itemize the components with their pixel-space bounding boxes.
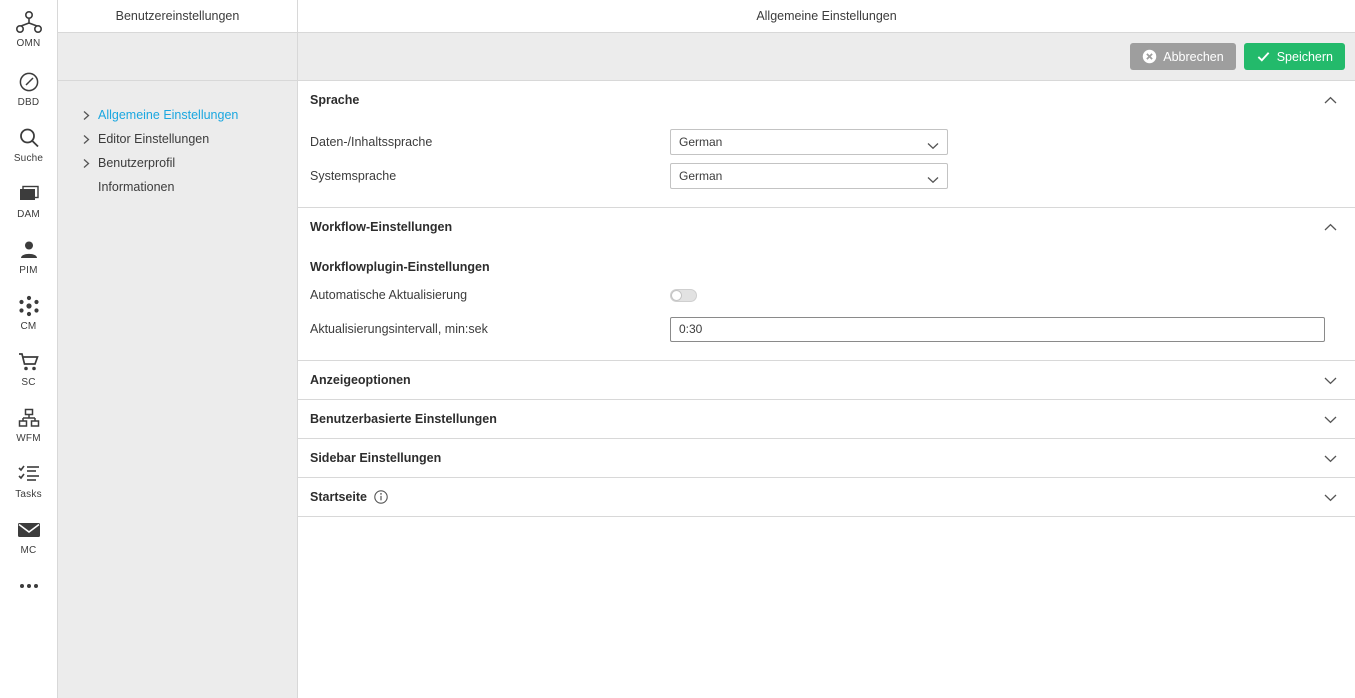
cancel-button[interactable] <box>1130 43 1235 70</box>
subsection-title-workflowplugin: Workflowplugin-Einstellungen <box>310 260 490 274</box>
rail-item-dbd[interactable] <box>0 60 58 116</box>
action-bar-left-spacer <box>58 33 298 80</box>
cm-nodes-icon <box>18 293 40 319</box>
dashboard-icon <box>18 69 40 95</box>
section-startseite <box>298 478 1355 517</box>
chevron-down-icon[interactable] <box>1324 493 1337 502</box>
rail-label-pim: PIM <box>19 265 38 276</box>
sidebar-item-label: Informationen <box>98 180 175 194</box>
section-header-sprache[interactable] <box>298 81 1355 119</box>
section-title: Benutzerbasierte Einstellungen <box>310 412 497 426</box>
rail-label-mc: MC <box>20 545 37 556</box>
content-language-select[interactable] <box>670 129 948 155</box>
more-dots-icon <box>17 573 41 599</box>
rail-label-dbd: DBD <box>17 97 40 108</box>
info-icon[interactable] <box>374 490 388 504</box>
rail-item-mc[interactable] <box>0 508 58 564</box>
rail-item-suche[interactable] <box>0 116 58 172</box>
rail-label-suche: Suche <box>13 153 44 164</box>
chevron-up-icon[interactable] <box>1324 96 1337 105</box>
section-header-anzeigeoptionen[interactable] <box>298 361 1355 399</box>
rail-label-wfm: WFM <box>16 433 41 444</box>
dam-icon <box>18 181 40 207</box>
sidebar-item-label: Allgemeine Einstellungen <box>98 108 239 122</box>
field-label: Aktualisierungsintervall, min:sek <box>310 322 488 336</box>
section-title: Anzeigeoptionen <box>310 373 411 387</box>
sidebar-item-label: Benutzerprofil <box>98 156 176 170</box>
body <box>58 81 1355 698</box>
toggle-knob <box>671 290 682 301</box>
section-sidebar-einstellungen <box>298 439 1355 478</box>
check-icon <box>1256 49 1271 64</box>
tasks-list-icon <box>18 461 40 487</box>
close-circle-icon <box>1142 49 1157 64</box>
pim-user-icon <box>18 237 40 263</box>
auto-update-toggle[interactable] <box>670 289 697 302</box>
sidebar-item-benutzerprofil[interactable] <box>58 151 297 175</box>
chevron-down-icon[interactable] <box>1324 376 1337 385</box>
field-update-interval <box>298 312 1355 346</box>
chevron-down-icon[interactable] <box>1324 454 1337 463</box>
section-header-sidebar[interactable] <box>298 439 1355 477</box>
system-language-select[interactable] <box>670 163 948 189</box>
rail-item-sc[interactable] <box>0 340 58 396</box>
chevron-down-icon[interactable] <box>1324 415 1337 424</box>
section-anzeigeoptionen <box>298 361 1355 400</box>
section-body-sprache <box>298 119 1355 207</box>
chevron-right-icon <box>82 110 96 121</box>
section-benutzerbasierte-einstellungen <box>298 400 1355 439</box>
rail-label-sc: SC <box>21 377 36 388</box>
chevron-right-icon <box>82 134 96 145</box>
rail-item-wfm[interactable] <box>0 396 58 452</box>
settings-sidebar <box>58 81 298 698</box>
rail-item-pim[interactable] <box>0 228 58 284</box>
sidebar-item-label: Editor Einstellungen <box>98 132 210 146</box>
section-workflow <box>298 208 1355 361</box>
rail-item-cm[interactable] <box>0 284 58 340</box>
panel-title-user-settings: Benutzereinstellungen <box>58 0 298 32</box>
save-button[interactable] <box>1244 43 1345 70</box>
save-button-label: Speichern <box>1276 49 1333 64</box>
sidebar-item-editor-einstellungen[interactable] <box>58 127 297 151</box>
field-auto-update <box>298 278 1355 312</box>
sidebar-item-allgemeine-einstellungen[interactable] <box>58 103 297 127</box>
section-sprache <box>298 81 1355 208</box>
section-title: Sprache <box>310 93 360 107</box>
left-nav-rail <box>0 0 58 698</box>
omn-logo[interactable] <box>0 4 58 60</box>
action-bar-buttons <box>298 33 1355 80</box>
section-header-workflow[interactable] <box>298 208 1355 246</box>
chevron-right-icon <box>82 158 96 169</box>
cancel-button-label: Abbrechen <box>1163 49 1224 64</box>
field-label: Automatische Aktualisierung <box>310 288 468 302</box>
mail-icon <box>17 517 41 543</box>
rail-label-tasks: Tasks <box>15 489 42 500</box>
field-label: Daten-/Inhaltssprache <box>310 135 433 149</box>
wfm-icon <box>18 405 40 431</box>
rail-item-tasks[interactable] <box>0 452 58 508</box>
page-title: Allgemeine Einstellungen <box>756 9 897 23</box>
field-system-language <box>298 159 1355 193</box>
shopping-cart-icon <box>18 349 40 375</box>
section-title: Sidebar Einstellungen <box>310 451 442 465</box>
action-bar <box>58 33 1355 81</box>
rail-item-more[interactable] <box>0 564 58 606</box>
main-content <box>58 0 1355 698</box>
rail-item-dam[interactable] <box>0 172 58 228</box>
section-header-benutzerbasierte[interactable] <box>298 400 1355 438</box>
omn-logo-icon <box>16 10 42 36</box>
section-title: Startseite <box>310 490 367 504</box>
section-header-startseite[interactable] <box>298 478 1355 516</box>
settings-panel <box>298 81 1355 698</box>
field-content-language <box>298 125 1355 159</box>
sidebar-item-informationen[interactable] <box>58 175 297 199</box>
rail-label-dam: DAM <box>17 209 40 220</box>
top-header <box>58 0 1355 33</box>
section-title: Workflow-Einstellungen <box>310 220 453 234</box>
search-icon <box>18 125 40 151</box>
rail-label-cm: CM <box>20 321 37 332</box>
field-label: Systemsprache <box>310 169 397 183</box>
update-interval-input[interactable] <box>670 317 1325 342</box>
omn-logo-label: OMN <box>16 38 41 49</box>
section-body-workflow <box>298 246 1355 360</box>
chevron-up-icon[interactable] <box>1324 223 1337 232</box>
